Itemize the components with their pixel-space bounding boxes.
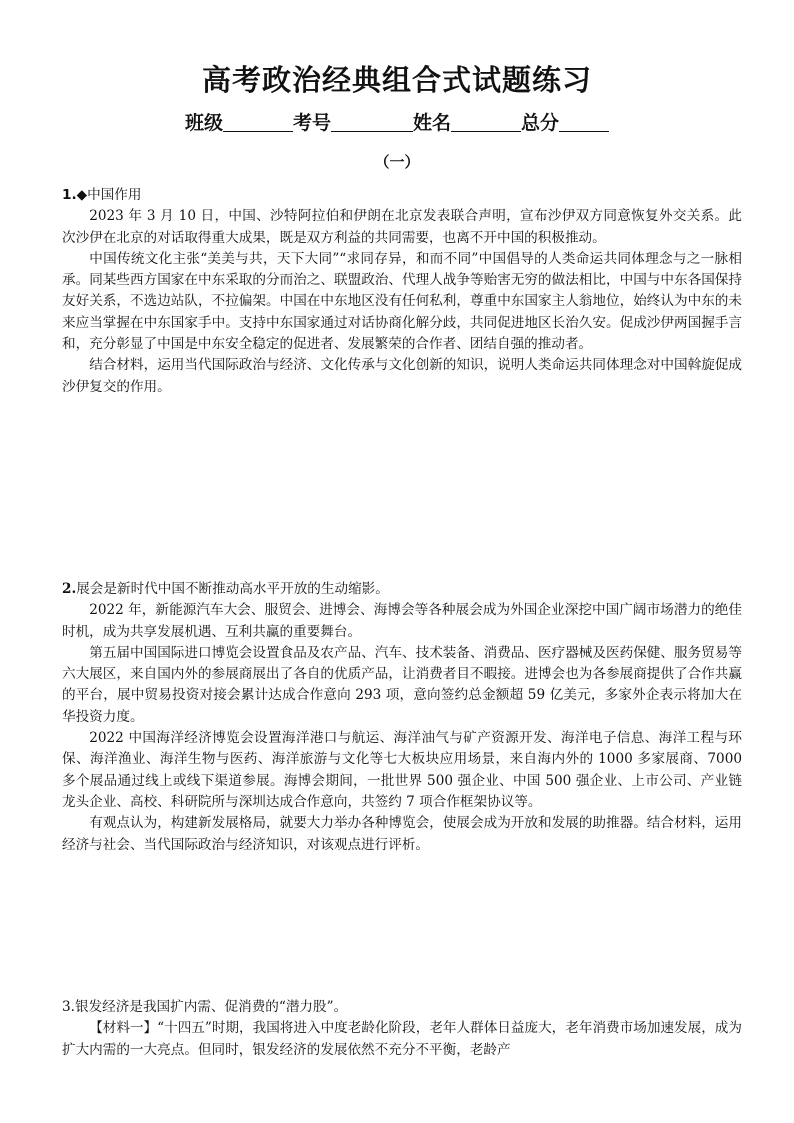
question-1-title: 中国作用 xyxy=(87,187,142,203)
exam-no-label: 考号 xyxy=(292,112,331,134)
question-2-title: 展会是新时代中国不断推动高水平开放的生动缩影。 xyxy=(76,581,389,597)
question-1-paragraph-2: 中国传统文化主张“美美与共，天下大同”“求同存异，和而不同”中国倡导的人类命运共同体理念与之一脉相承。同某些西方国家在中东采取的分而治之、联盟政治、代理人战争等贻害无穷的做法相比，中国与中东各国保持友好关系，不选边站队，不拉偏架。中国在中东地区没有任何私利，尊重中东国家主人翁地位，始终认为中东的未来应当掌握在中东国家手中。支持中东国家通过对话协商化解分歧，共同促进地区长治久安。促成沙伊两国握手言和，充分彰显了中国是中东安全稳定的促进者、发展繁荣的合作者、团结自强的推动者。 xyxy=(62,250,742,353)
section-number: （一） xyxy=(374,153,420,171)
exam-no-blank xyxy=(331,111,413,132)
score-label: 总分 xyxy=(521,112,560,134)
material-1-text: “十四五”时期，我国将进入中度老龄化阶段，老年人群体日益庞大，老年消费市场加速发展，成为扩大内需的一大亮点。但同时，银发经济的发展依然不充分不平衡，老龄产 xyxy=(62,1020,742,1058)
question-3-heading xyxy=(62,997,742,1018)
question-2 xyxy=(62,579,742,856)
question-2-paragraph-1: 2022 年，新能源汽车大会、服贸会、进博会、海博会等各种展会成为外国企业深挖中国广阔市场潜力的绝佳时机，成为共享发展机遇、互利共赢的重要舞台。 xyxy=(62,602,742,640)
name-label: 姓名 xyxy=(413,112,452,134)
question-1-paragraph-1: 2023 年 3 月 10 日，中国、沙特阿拉伯和伊朗在北京发表联合声明，宣布沙伊双方同意恢复外交关系。此次沙伊在北京的对话取得重大成果，既是双方利益的共同需要，也离不开中国的积极推动。 xyxy=(62,208,742,246)
question-2-number: 2. xyxy=(62,581,77,597)
question-2-heading xyxy=(62,579,742,600)
score-blank xyxy=(559,111,609,132)
class-blank xyxy=(223,111,293,132)
question-2-paragraph-2: 第五届中国国际进口博览会设置食品及农产品、汽车、技术装备、消费品、医疗器械及医药保健、服务贸易等六大展区，来自国内外的参展商展出了各自的优质产品，让消费者目不暇接。进博会也为各参展商提供了合作共赢的平台，展中贸易投资对接会累计达成合作意向 293 项，意向签约总金额超 59 亿美元，多家外企表示将加大在华投资力度。 xyxy=(62,644,742,725)
student-info-line xyxy=(0,108,794,138)
question-1-number: 1. xyxy=(62,187,77,203)
class-label: 班级 xyxy=(184,112,223,134)
document-title: 高考政治经典组合式试题练习 xyxy=(201,63,592,97)
question-1-heading xyxy=(62,185,742,206)
name-blank xyxy=(451,111,521,132)
question-3 xyxy=(62,997,742,1061)
question-3-paragraph-1 xyxy=(62,1018,742,1061)
question-2-paragraph-3: 2022 中国海洋经济博览会设置海洋港口与航运、海洋油气与矿产资源开发、海洋电子信息、海洋工程与环保、海洋渔业、海洋生物与医药、海洋旅游与文化等七大板块应用场景，来自海内外的 1000 多家展商、7000 多个展品通过线上或线下渠道参展。海博会期间，一批世界 500 强企业、中国 500 强企业、上市公司、产业链龙头企业、高校、科研院所与深圳达成合作意向，共签约 7 项合作框架协议等。 xyxy=(62,730,742,810)
question-3-title: 银发经济是我国扩内需、促消费的“潜力股”。 xyxy=(74,999,348,1015)
question-1 xyxy=(62,185,742,398)
question-1-prompt: 结合材料，运用当代国际政治与经济、文化传承与文化创新的知识，说明人类命运共同体理念对中国斡旋促成沙伊复交的作用。 xyxy=(62,357,742,395)
material-1-label: 【材料一】 xyxy=(89,1020,158,1037)
diamond-icon: ◆ xyxy=(76,187,88,203)
question-3-number: 3. xyxy=(62,999,75,1015)
question-2-prompt: 有观点认为，构建新发展格局，就要大力举办各种博览会，使展会成为开放和发展的助推器。结合材料，运用经济与社会、当代国际政治与经济知识，对该观点进行评析。 xyxy=(62,815,742,853)
